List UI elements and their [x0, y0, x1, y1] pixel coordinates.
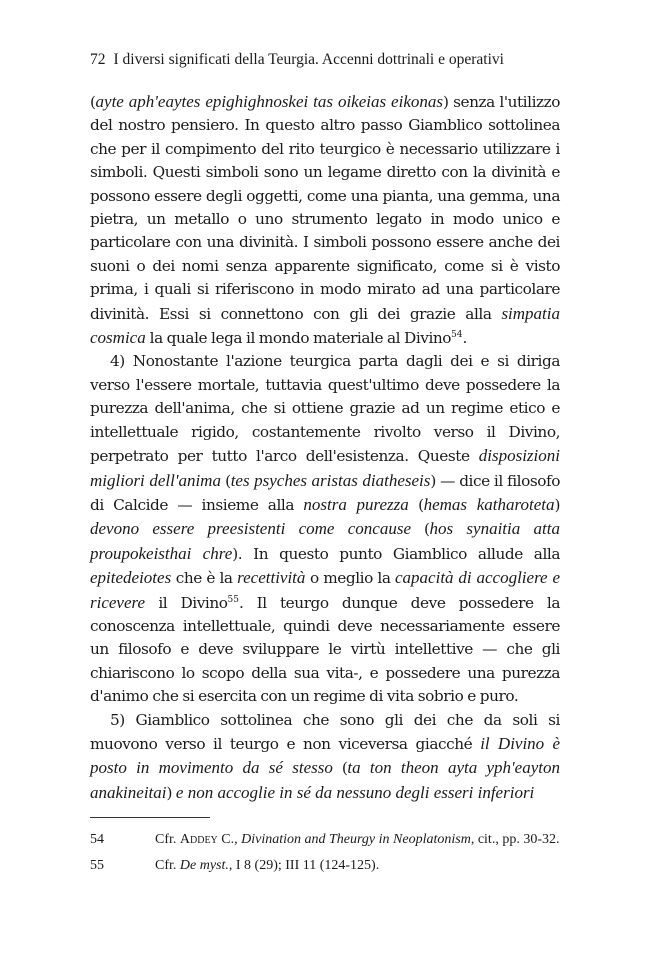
italic-term: nostra purezza — [303, 494, 409, 514]
book-page — [90, 50, 560, 882]
text-span: ) senza l'utilizzo del nostro pensiero. In questo altro passo Giamblico sottolinea che per il compimento del rito teurgico è necessario utilizzare i simboli. Questi simboli sono un legame diretto con la divinità e possono essere degli oggetti, come una pianta, una gemma, una pietra, un metallo o uno strumento legato in modo unico e particolare con una divinità. I simboli possono essere anche dei suoni o dei nomi senza apparente significato, come si è visto prima, i quali si riferiscono in modo mirato ad una particolare divinità. Essi si connettono con gli dei grazie alla — [90, 93, 560, 323]
text-span: ( — [332, 759, 348, 778]
paragraph-1: (ayte aph'eaytes epighighnoskei tas oikeias eikonas) senza l'utilizzo del nostro pensiero. In questo altro passo Giamblico sottolinea che per il compimento del rito teurgico è necessario utilizzare i simboli. Questi simboli sono un legame diretto con la divinità e possono essere degli oggetti, come una pianta, una gemma, una pietra, un metallo o uno strumento legato in modo unico e particolare con una divinità. I simboli possono essere anche dei suoni o dei nomi senza apparente significato, come si è visto prima, i quali si riferiscono in modo mirato ad una particolare divinità. Essi si connettono con gli dei grazie alla simpatia cosmica la quale lega il mondo materiale al Divino$^{54}$. — [90, 92, 560, 348]
text-span: 4) Nonostante l'azione teurgica parta dagli dei e si diriga verso l'essere mortale, tuttavia quest'ultimo deve possedere la purezza dell'anima, che si ottiene grazie ad un regime etico e intellettuale rigido, costantemente rivolto verso il Divino, perpetrato per tutto l'arco dell'esistenza. Queste — [90, 352, 560, 466]
text-span: Cfr. — [155, 858, 180, 874]
text-span: , cit., pp. 30-32. — [470, 832, 560, 848]
paragraph-3 — [90, 709, 560, 806]
paragraph-2 — [90, 350, 560, 708]
greek-transliteration: hemas katharoteta — [423, 494, 555, 514]
text-span: ) — dice il filosofo di Calcide — insieme alla — [90, 471, 560, 514]
text-span: , I 8 (29); III 11 (124-125). — [228, 858, 380, 874]
text-span: il Divino — [145, 593, 228, 612]
text-span: 5) Giamblico sottolinea che sono gli dei che da soli si muovono verso il teurgo e non viceversa giacché — [90, 710, 560, 753]
italic-term: e non accoglie in sé da nessuno degli esseri inferiori — [175, 782, 535, 802]
footnote-book-title: Divination and Theurgy in Neoplatonism — [241, 832, 471, 848]
text-span: C., — [217, 832, 242, 848]
footnote-text — [155, 830, 560, 850]
text-span: la quale lega il mondo materiale al Divino — [145, 329, 452, 348]
page-number: 72 — [90, 51, 106, 68]
text-span: che è la — [171, 569, 238, 588]
footnote-book-title: De myst. — [179, 858, 229, 874]
italic-term: disposizioni migliori dell'anima — [90, 446, 560, 490]
text-span: ). In questo punto Giamblico allude alla — [232, 544, 560, 563]
italic-term: recettività — [237, 568, 306, 588]
text-span: ( — [411, 520, 430, 539]
greek-transliteration: tes psyches aristas diatheseis — [230, 470, 431, 490]
greek-transliteration: ayte aph'eaytes epighighnoskei tas oikeias eikonas — [95, 92, 443, 111]
italic-term: il Divino è posto in movimento da sé stesso — [90, 733, 561, 778]
text-span: Cfr. — [155, 832, 180, 848]
footnote-number: 55 — [90, 858, 104, 874]
text-span: ) — [166, 783, 176, 802]
italic-term: devono essere preesistenti come concause — [90, 519, 412, 539]
footnote-54 — [90, 830, 560, 850]
footnote-ref-54[interactable]: 54 — [451, 329, 463, 340]
footnote-text — [155, 856, 560, 876]
footnote-author: Addey — [179, 832, 218, 848]
footnote-55 — [90, 856, 560, 876]
body-text — [90, 90, 560, 805]
greek-transliteration: ta ton theon ayta yph'eayton anakineitai — [90, 758, 560, 802]
footnote-number: 54 — [90, 832, 104, 848]
text-span: o meglio la — [305, 569, 396, 588]
running-head-title: I diversi significati della Teurgia. Accenni dottrinali e operativi — [113, 51, 504, 68]
italic-term: epitedeiotes — [90, 568, 172, 588]
italic-term: capacità di accogliere e ricevere — [90, 568, 560, 612]
greek-transliteration: hos synaitia atta proupokeisthai chre — [90, 519, 560, 563]
text-span: ) — [554, 495, 560, 514]
running-head — [90, 50, 560, 70]
text-span: ( — [220, 471, 231, 490]
footnote-divider — [90, 817, 210, 818]
text-span: . — [462, 329, 467, 348]
text-span: ( — [408, 495, 424, 514]
text-span: . Il teurgo dunque deve possedere la conoscenza intellettuale, quindi deve necessariamente essere un filosofo e deve sviluppare le virtù intellettive — che gli chiariscono lo scopo della sua vita-, e possedere una purezza d'animo che si esercita con un regime di vita sobrio e puro. — [90, 593, 560, 706]
footnote-ref-55[interactable]: 55 — [227, 594, 239, 605]
italic-term: simpatia cosmica — [90, 303, 560, 348]
